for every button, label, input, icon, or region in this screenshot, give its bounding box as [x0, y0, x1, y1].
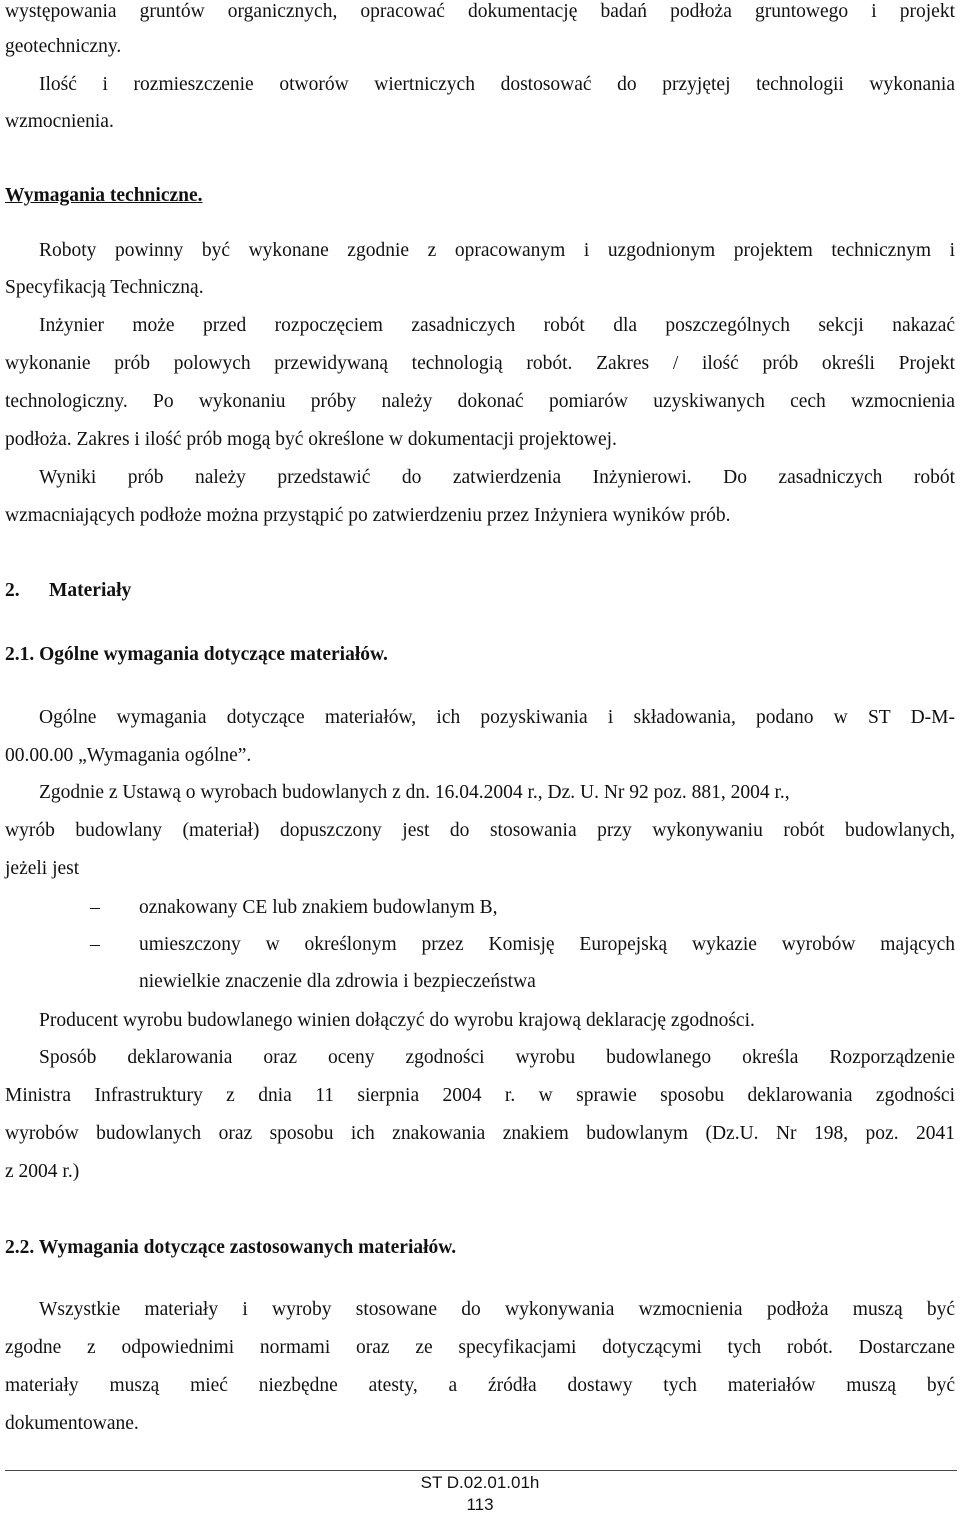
- chapter-title: Materiały: [49, 580, 132, 601]
- body-text-line: Wszystkie materiały i wyroby stosowane do wykonywania wzmocnienia podłoża muszą być: [39, 1299, 955, 1320]
- list-item: oznakowany CE lub znakiem budowlanym B,: [139, 897, 498, 918]
- body-text-line: Sposób deklarowania oraz oceny zgodności wyrobu budowlanego określa Rozporządzenie: [39, 1047, 955, 1068]
- footer-divider: [5, 1470, 957, 1471]
- list-bullet-dash: –: [90, 934, 100, 955]
- body-text-line: geotechniczny.: [5, 36, 122, 57]
- list-item-continuation: niewielkie znaczenie dla zdrowia i bezpieczeństwa: [139, 971, 536, 992]
- body-text-line: materiały muszą mieć niezbędne atesty, a źródła dostawy tych materiałów muszą być: [5, 1375, 955, 1396]
- body-text-line: Ilość i rozmieszczenie otworów wiertniczych dostosować do przyjętej technologii wykonania: [39, 74, 955, 95]
- section-heading: Wymagania techniczne.: [5, 185, 203, 206]
- body-text-line: Zgodnie z Ustawą o wyrobach budowlanych z dn. 16.04.2004 r., Dz. U. Nr 92 poz. 881, 2004 r.,: [39, 782, 790, 803]
- subsection-heading: 2.2. Wymagania dotyczące zastosowanych materiałów.: [5, 1237, 457, 1258]
- body-text-line: z 2004 r.): [5, 1161, 80, 1182]
- footer-code: ST D.02.01.01h: [420, 1473, 540, 1492]
- body-text-line: jeżeli jest: [5, 858, 80, 879]
- body-text-line: wykonanie prób polowych przewidywaną technologią robót. Zakres / ilość prób określi Projekt: [5, 353, 955, 374]
- body-text-line: podłoża. Zakres i ilość prób mogą być określone w dokumentacji projektowej.: [5, 429, 617, 450]
- body-text-line: wyrobów budowlanych oraz sposobu ich znakowania znakiem budowlanym (Dz.U. Nr 198, poz. 2041: [5, 1123, 955, 1144]
- list-item: umieszczony w określonym przez Komisję Europejską wykazie wyrobów mających: [139, 934, 955, 955]
- body-text-line: Ogólne wymagania dotyczące materiałów, ich pozyskiwania i składowania, podano w ST D-M-: [39, 707, 955, 728]
- body-text-line: 00.00.00 „Wymagania ogólne”.: [5, 745, 252, 766]
- body-text-line: Wyniki prób należy przedstawić do zatwierdzenia Inżynierowi. Do zasadniczych robót: [39, 467, 955, 488]
- body-text-line: wzmacniających podłoże można przystąpić po zatwierdzeniu przez Inżyniera wyników prób.: [5, 505, 731, 526]
- list-bullet-dash: –: [90, 897, 100, 918]
- body-text-line: Roboty powinny być wykonane zgodnie z opracowanym i uzgodnionym projektem technicznym i: [39, 240, 955, 261]
- subsection-heading: 2.1. Ogólne wymagania dotyczące materiałów.: [5, 644, 388, 665]
- page-number: 113: [466, 1495, 494, 1514]
- body-text-line: wzmocnienia.: [5, 111, 114, 132]
- body-text-line: występowania gruntów organicznych, opracować dokumentację badań podłoża gruntowego i projekt: [5, 1, 955, 22]
- body-text-line: Specyfikacją Techniczną.: [5, 277, 204, 298]
- body-text-line: wyrób budowlany (materiał) dopuszczony jest do stosowania przy wykonywaniu robót budowlanych,: [5, 820, 955, 841]
- body-text-line: Producent wyrobu budowlanego winien dołączyć do wyrobu krajową deklarację zgodności.: [39, 1010, 755, 1031]
- body-text-line: Inżynier może przed rozpoczęciem zasadniczych robót dla poszczególnych sekcji nakazać: [39, 315, 955, 336]
- body-text-line: Ministra Infrastruktury z dnia 11 sierpnia 2004 r. w sprawie sposobu deklarowania zgodności: [5, 1085, 955, 1106]
- body-text-line: zgodne z odpowiednimi normami oraz ze specyfikacjami dotyczącymi tych robót. Dostarczane: [5, 1337, 955, 1358]
- body-text-line: technologiczny. Po wykonaniu próby należy dokonać pomiarów uzyskiwanych cech wzmocnienia: [5, 391, 955, 412]
- chapter-number: 2.: [5, 580, 20, 601]
- body-text-line: dokumentowane.: [5, 1413, 139, 1434]
